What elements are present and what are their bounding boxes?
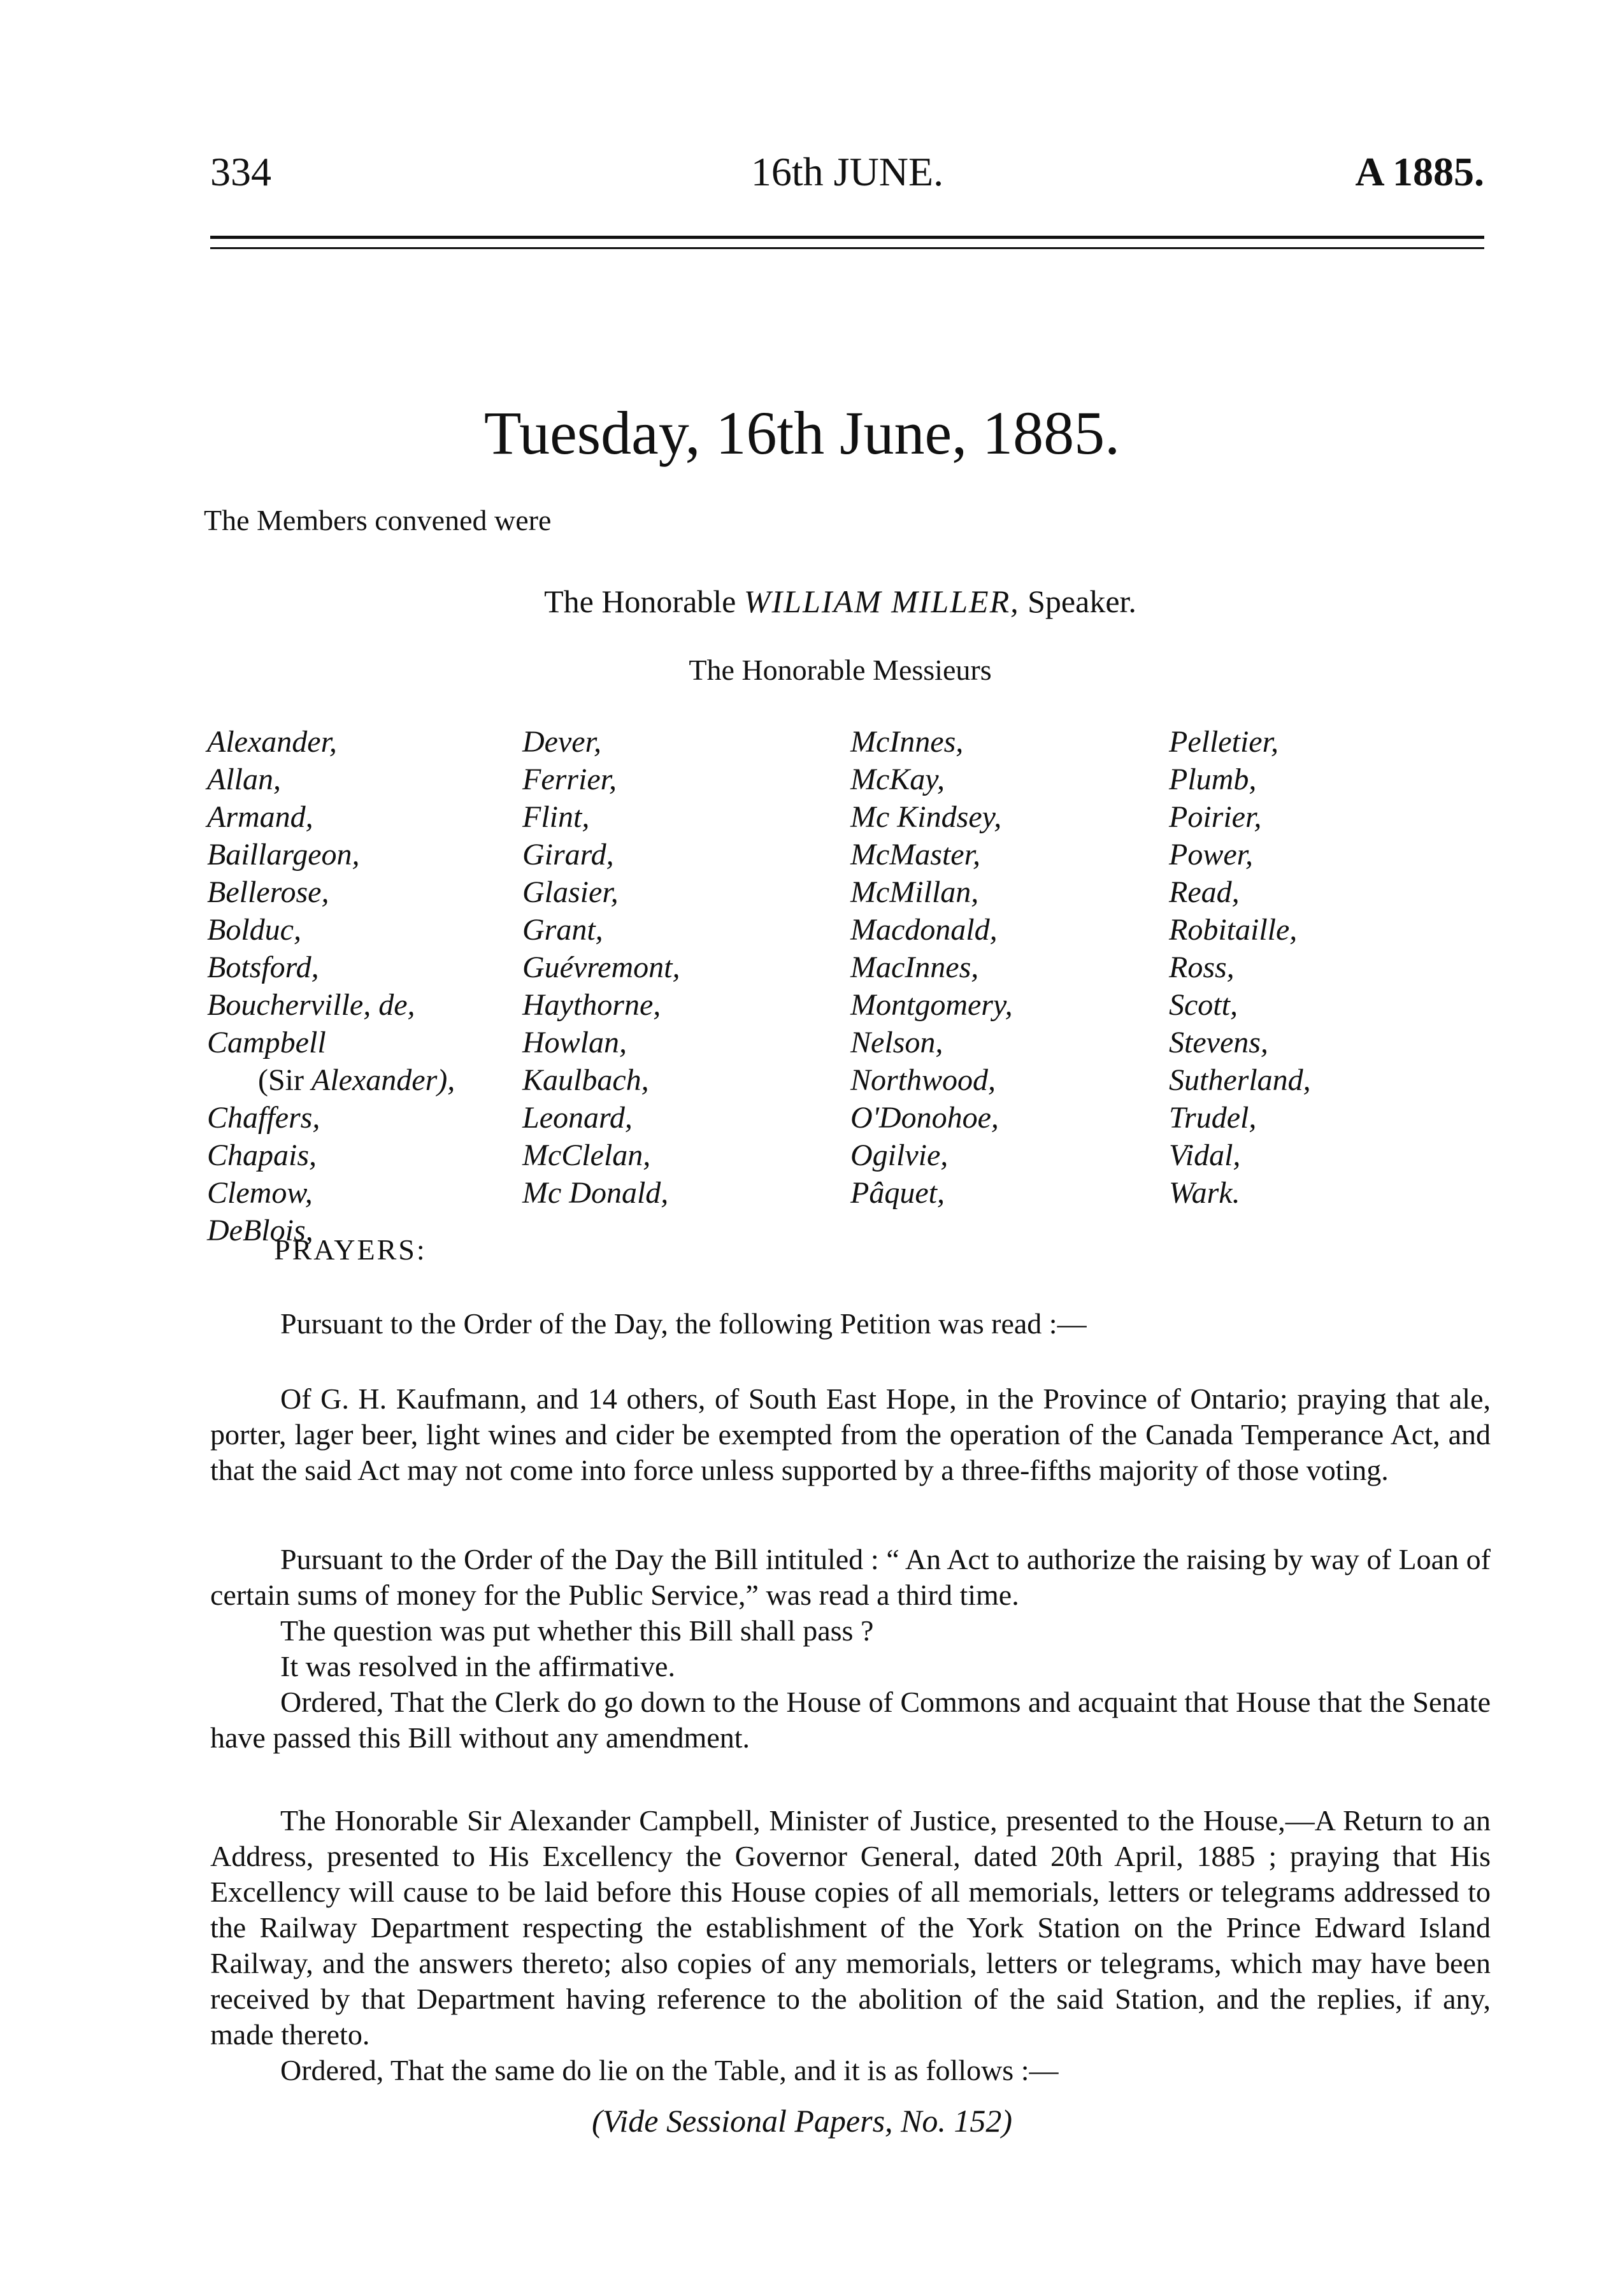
member-name: Mc Donald, xyxy=(522,1176,669,1210)
running-head xyxy=(210,147,1484,204)
member-name: Dever, xyxy=(522,725,601,759)
member-name: Pelletier, xyxy=(1169,725,1278,759)
member-name: Guévremont, xyxy=(522,951,680,984)
petition-paragraph xyxy=(210,1381,1491,1488)
member-name: Kaulbach, xyxy=(522,1063,649,1097)
member-name: Glasier, xyxy=(522,875,619,909)
member-name: Bellerose, xyxy=(207,875,329,909)
member-name: Allan, xyxy=(207,763,281,796)
member-name: Flint, xyxy=(522,800,590,834)
member-name: Nelson, xyxy=(850,1026,943,1059)
petition-intro-paragraph xyxy=(210,1306,1491,1342)
bill-question-text: The question was put whether this Bill shall pass ? xyxy=(280,1614,874,1647)
member-name: Ross, xyxy=(1169,951,1235,984)
bill-section xyxy=(210,1542,1491,1756)
bill-reading-text: Pursuant to the Order of the Day the Bill intituled : “ An Act to authorize the raising by way of Loan of certain sums of money for the Public Service,” was read a third time. xyxy=(210,1543,1491,1611)
member-name: McKay, xyxy=(850,763,945,796)
bill-ordered-text: Ordered, That the Clerk do go down to the House of Commons and acquaint that House that the Senate have passed this Bill without any amendment. xyxy=(210,1686,1491,1754)
campbell-sub-name: Alexander), xyxy=(311,1063,455,1097)
speaker-prefix: The Honorable xyxy=(544,584,736,619)
member-name: Boucherville, de, xyxy=(207,988,415,1022)
member-name: Leonard, xyxy=(522,1101,633,1135)
member-column-3 xyxy=(850,723,1013,1212)
member-column-4 xyxy=(1169,723,1311,1212)
member-column-2 xyxy=(522,723,680,1212)
petition-intro-text: Pursuant to the Order of the Day, the following Petition was read :— xyxy=(280,1307,1087,1340)
sessional-papers-reference: (Vide Sessional Papers, No. 152) xyxy=(591,2103,1013,2139)
member-name: O'Donohoe, xyxy=(850,1101,999,1135)
petition-text: Of G. H. Kaufmann, and 14 others, of South East Hope, in the Province of Ontario; praying that ale, porter, lager beer, light wines and cider be exempted from the operation of the Canada Temperance Act, and that the said Act may not come into force unless supported by a three-fifths majority of those voting. xyxy=(210,1382,1491,1486)
member-name: Poirier, xyxy=(1169,800,1262,834)
member-name: Alexander, xyxy=(207,725,337,759)
prayers-heading: PRAYERS: xyxy=(274,1233,427,1266)
page-number: 334 xyxy=(210,149,271,194)
running-head-date: 16th JUNE. xyxy=(750,149,944,194)
page-title: Tuesday, 16th June, 1885. xyxy=(483,399,1121,467)
member-name: MacInnes, xyxy=(850,951,979,984)
member-name: Power, xyxy=(1169,838,1253,872)
member-name: Montgomery, xyxy=(850,988,1013,1022)
member-name-continuation xyxy=(207,1061,455,1099)
member-name: Read, xyxy=(1169,875,1240,909)
member-name: Girard, xyxy=(522,838,614,872)
member-name: Chapais, xyxy=(207,1138,317,1172)
return-section xyxy=(210,1803,1491,2088)
bill-resolved-text: It was resolved in the affirmative. xyxy=(280,1650,675,1683)
member-name: Chaffers, xyxy=(207,1101,320,1135)
speaker-line xyxy=(0,583,1604,620)
running-head-year: A 1885. xyxy=(1355,149,1484,194)
member-name: Ogilvie, xyxy=(850,1138,949,1172)
header-rule-thin xyxy=(210,247,1484,249)
member-name: Scott, xyxy=(1169,988,1238,1022)
member-name: Vidal, xyxy=(1169,1138,1241,1172)
member-name: Botsford, xyxy=(207,951,319,984)
member-name: McMillan, xyxy=(850,875,979,909)
member-name: Campbell xyxy=(207,1026,326,1059)
member-name: Mc Kindsey, xyxy=(850,800,1002,834)
member-name: Baillargeon, xyxy=(207,838,360,872)
speaker-role: Speaker. xyxy=(1028,584,1136,619)
member-name: McMaster, xyxy=(850,838,980,872)
member-name: Robitaille, xyxy=(1169,913,1298,947)
member-name: Northwood, xyxy=(850,1063,996,1097)
header-rule xyxy=(210,236,1484,239)
member-name: Stevens, xyxy=(1169,1026,1268,1059)
member-name: Wark. xyxy=(1169,1176,1240,1210)
member-name: Grant, xyxy=(522,913,603,947)
member-name: Pâquet, xyxy=(850,1176,945,1210)
member-name: Howlan, xyxy=(522,1026,627,1059)
member-name: Haythorne, xyxy=(522,988,661,1022)
return-ordered-text: Ordered, That the same do lie on the Table, and it is as follows :— xyxy=(280,2054,1059,2086)
campbell-sub-open: (Sir xyxy=(258,1063,311,1097)
convened-text: The Members convened were xyxy=(204,504,552,536)
member-name: Trudel, xyxy=(1169,1101,1257,1135)
member-column-1 xyxy=(207,723,455,1249)
member-name: Clemow, xyxy=(207,1176,313,1210)
member-name: McClelan, xyxy=(522,1138,651,1172)
member-name: Sutherland, xyxy=(1169,1063,1311,1097)
member-name: Macdonald, xyxy=(850,913,998,947)
member-name: McInnes, xyxy=(850,725,964,759)
member-name: DeBlois, xyxy=(207,1214,313,1247)
member-name: Ferrier, xyxy=(522,763,617,796)
member-name: Bolduc, xyxy=(207,913,301,947)
speaker-name: WILLIAM MILLER, xyxy=(743,584,1020,619)
return-presented-text: The Honorable Sir Alexander Campbell, Minister of Justice, presented to the House,—A Return to an Address, presented to His Excellency the Governor General, dated 20th April, 1885 ; praying that His Excellency will cause to be laid before this House copies of all memorials, letters or telegrams addressed to the Railway Department respecting the establishment of the York Station on the Prince Edward Island Railway, and the answers thereto; also copies of any memorials, letters or telegrams, which may have been received by that Department having reference to the abolition of the said Station, and the replies, if any, made thereto. xyxy=(210,1804,1491,2051)
member-name: Plumb, xyxy=(1169,763,1257,796)
messieurs-heading: The Honorable Messieurs xyxy=(689,654,992,686)
member-name: Armand, xyxy=(207,800,313,834)
